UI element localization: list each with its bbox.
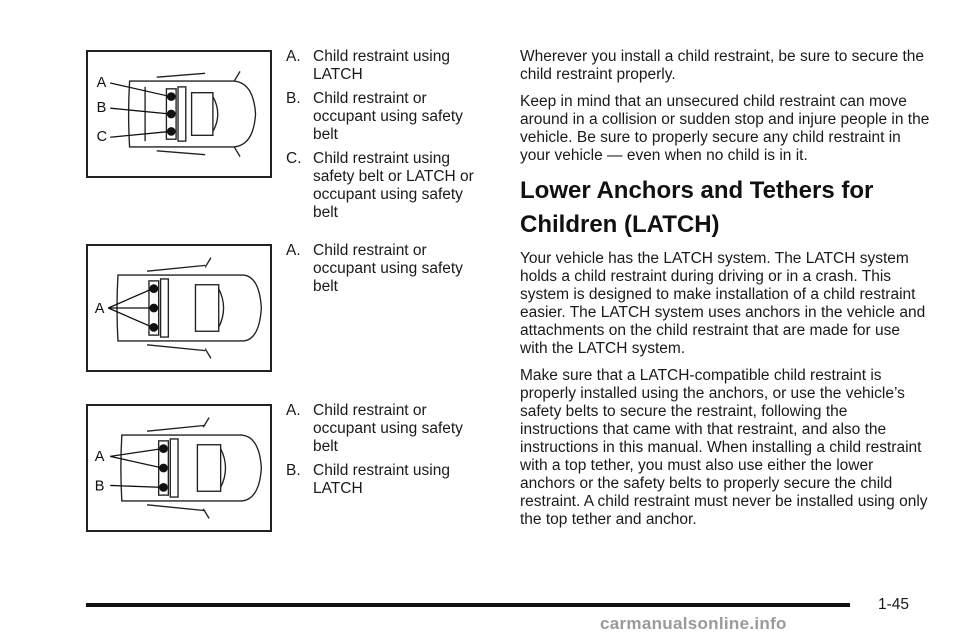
legend-text: Child restraint or occupant using safety belt (313, 242, 463, 295)
legend-item (286, 402, 486, 456)
paragraph-unsecured-warning: Keep in mind that an unsecured child restraint can move around in a collision or sudden stop and injure people in the vehicle. Be sure to properly secure any child restraint in your vehicle — even when no child is in it. (520, 93, 930, 164)
legend-text: Child restraint or occupant using safety belt (313, 402, 463, 455)
legend-letter: C. (286, 150, 302, 167)
fig1-label-b: B (96, 100, 107, 117)
page-number: 1-45 (878, 596, 910, 613)
paragraph-secure-restraint: Wherever you install a child restraint, be sure to secure the child restraint properly. (520, 48, 925, 83)
figure-seating-diagram-3 (86, 404, 272, 532)
paragraph-latch-installation: Make sure that a LATCH-compatible child restraint is properly installed using the anchors, or use the vehicle’s safety belts to secure the restraint, following the instructions that came with that restraint, and also the instructions in this manual. When installing a child restraint with a top tether, you must also use either the lower anchors or the safety belts to properly secure the child restraint. A child restraint must never be installed using only the top tether and anchor. (520, 367, 928, 528)
paragraph-latch-system: Your vehicle has the LATCH system. The LATCH system holds a child restraint during driving or in a crash. This system is designed to make installation of a child restraint easier. The LATCH system uses anchors in the vehicle and attachments on the child restraint that are made for use with the LATCH system. (520, 250, 926, 357)
fig2-label-a: A (94, 300, 105, 317)
figure-seating-diagram-1 (86, 50, 272, 178)
legend-item (286, 90, 486, 144)
figure-2-legend (286, 242, 486, 302)
legend-item (286, 150, 486, 222)
fig3-label-b: B (94, 478, 105, 495)
watermark: carmanualsonline.info (600, 614, 787, 633)
figure-3-legend (286, 402, 486, 504)
figure-seating-diagram-2 (86, 244, 272, 372)
legend-letter: A. (286, 48, 301, 65)
section-heading-latch: Lower Anchors and Tethers for Children (LATCH) (520, 177, 874, 238)
fig3-label-a: A (94, 449, 105, 466)
legend-letter: A. (286, 242, 301, 259)
vehicle-top-view-2 (88, 246, 270, 370)
fig1-label-c: C (96, 129, 108, 146)
legend-item (286, 462, 486, 498)
legend-letter: B. (286, 90, 301, 107)
figure-1-legend (286, 48, 486, 228)
main-text-column (520, 48, 930, 538)
footer-rule (86, 603, 850, 607)
vehicle-top-view-1 (88, 52, 270, 176)
fig1-label-a: A (96, 74, 107, 91)
legend-item (286, 242, 486, 296)
legend-letter: A. (286, 402, 301, 419)
vehicle-top-view-3 (88, 406, 270, 530)
legend-text: Child restraint using LATCH (313, 462, 450, 497)
legend-text: Child restraint or occupant using safety belt (313, 90, 463, 143)
legend-text: Child restraint using safety belt or LATCH or occupant using safety belt (313, 150, 474, 221)
legend-item (286, 48, 486, 84)
legend-text: Child restraint using LATCH (313, 48, 450, 83)
legend-letter: B. (286, 462, 301, 479)
